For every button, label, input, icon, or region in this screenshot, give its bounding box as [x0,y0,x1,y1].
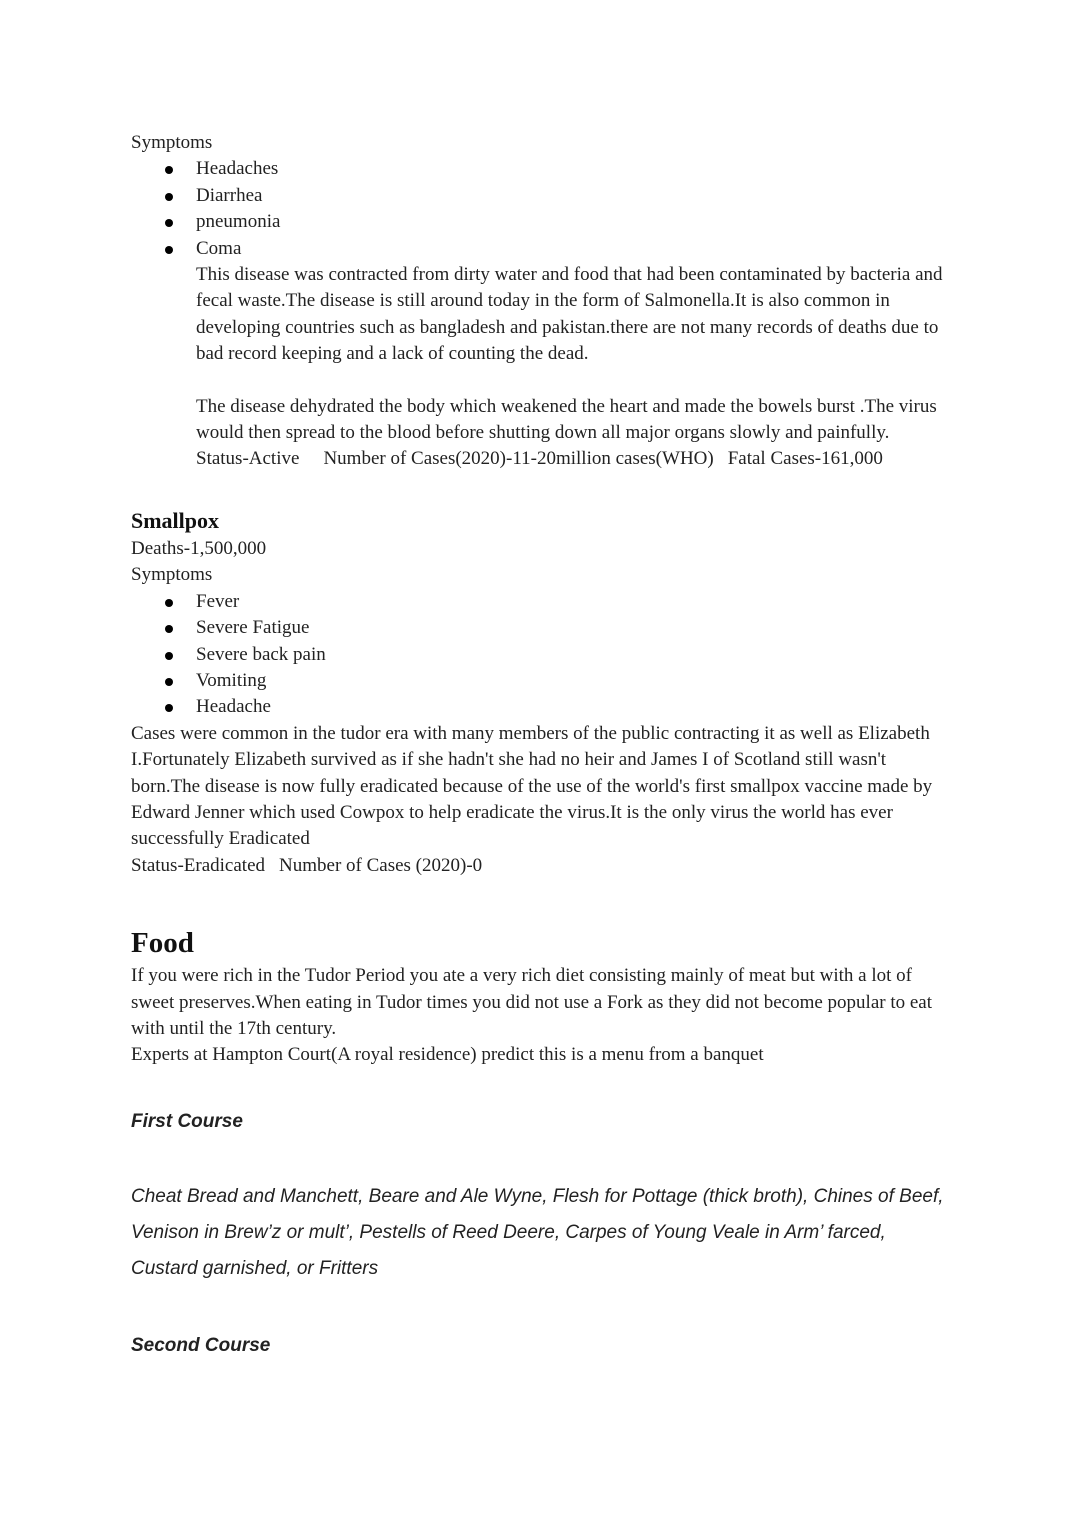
list-item: pneumonia [196,209,951,235]
typhoid-cases: Number of Cases(2020)-11-20million cases(WHO) [323,448,714,470]
list-item: Headaches [196,156,951,182]
smallpox-status-line [131,853,951,879]
second-course-title: Second Course [131,1334,271,1356]
smallpox-status: Status-Eradicated [131,854,266,876]
list-item: Vomiting [196,668,951,694]
smallpox-deaths: Deaths-1,500,000 [131,537,267,559]
list-item: Fever [196,589,951,615]
smallpox-cases: Number of Cases (2020)-0 [279,854,483,876]
typhoid-status-line [196,446,951,472]
spacer [196,368,951,394]
list-item: Headache [196,694,951,720]
food-paragraph-1: If you were rich in the Tudor Period you ate a very rich diet consisting mainly of meat but with a lot of sweet preserves.When eating in Tudor times you did not use a Fork as they did not become popular to eat with until the 17th century. [131,965,933,1039]
smallpox-heading: Smallpox [131,507,220,533]
typhoid-fatal: Fatal Cases-161,000 [727,448,883,470]
typhoid-details [131,262,951,473]
list-item: Severe Fatigue [196,615,951,641]
symptoms-label: Symptoms [131,564,213,586]
typhoid-paragraph-2: The disease dehydrated the body which weakened the heart and made the bowels burst .The virus would then spread to the blood before shutting down all major organs slowly and painfully. [196,395,937,444]
document-page [131,130,951,1359]
food-heading: Food [131,927,194,960]
typhoid-paragraph-1: This disease was contracted from dirty water and food that had been contaminated by bacteria and fecal waste.The disease is still around today in the form of Salmonella.It is also common in developing countries such as bangladesh and pakistan.there are not many records of deaths due to bad record keeping and a lack of counting the dead. [196,264,943,365]
list-item: Coma [196,236,951,262]
typhoid-symptom-list [131,156,951,262]
list-item: Severe back pain [196,642,951,668]
first-course-items: Cheat Bread and Manchett, Beare and Ale Wyne, Flesh for Pottage (thick broth), Chines of Beef, Venison in Brew’z or mult’, Pestells of Reed Deere, Carpes of Young Veale in Arm’ farced, Custard garnished, or Fritters [131,1185,944,1279]
typhoid-status: Status-Active [196,448,300,470]
list-item: Diarrhea [196,183,951,209]
symptoms-label: Symptoms [131,132,213,153]
smallpox-paragraph: Cases were common in the tudor era with many members of the public contracting it as well as Elizabeth I.Fortunately Elizabeth survived as if she hadn't she had no heir and James I of Scotland still wasn't born.The disease is now fully eradicated because of the use of the world's first smallpox vaccine made by Edward Jenner which used Cowpox to help eradicate the virus.It is the only virus the world has ever successfully Eradicated [131,722,933,850]
smallpox-symptom-list [131,589,951,721]
food-paragraph-2: Experts at Hampton Court(A royal residence) predict this is a menu from a banquet [131,1044,764,1066]
first-course-title: First Course [131,1110,243,1132]
